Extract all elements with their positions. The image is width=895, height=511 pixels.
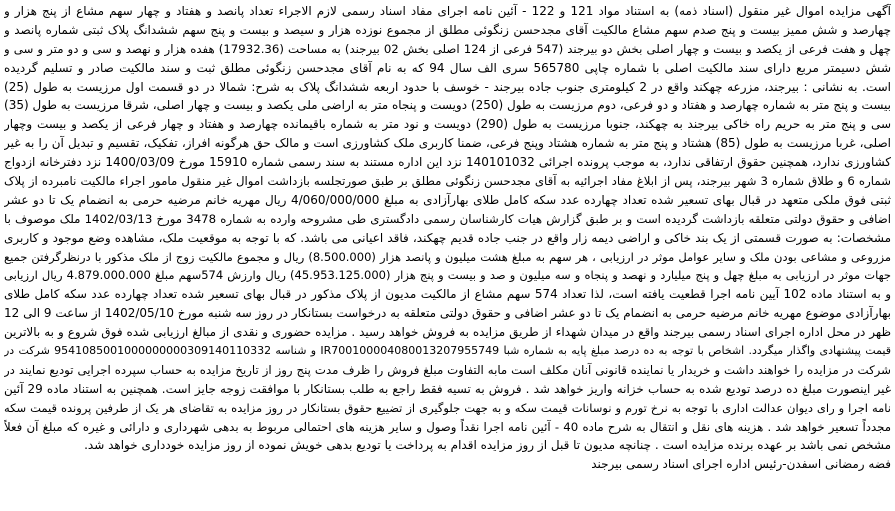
notice-line: شرکت در مزایده را خواهند داشت و خریدار یا نماینده قانونی آنان مکلف است مابه التفاوت مبلغ فروش را ظرف مدت پنج روز از تاریخ مزایده به حساب سپرده اجرایی تودیع نمایند در <box>4 362 891 377</box>
notice-line: و به استناد ماده 102 آیین نامه اجرا قطعیت یافته است، لذا تعداد 574 سهم مشاع از مالکیت مدیون از پلاک مذکور در قبال بهای تسعیر شده تعداد چهارده عدد سکه کامل طلای <box>4 287 891 302</box>
signature-line: فضه رمضانی اسفدن-رئیس اداره اجرای اسناد رسمی بیرجند <box>591 457 891 472</box>
notice-line: اصلی، غربا مرزیست به طول (85) هشتاد و پنج متر به شماره هشتاد وپنج فرعی، ضمنا کاربری ملک کشاورزی است و مالک حق هرگونه افراز، تفکیک، تقسیم و تبدیل آن را به غیر <box>4 136 891 151</box>
notice-line: شش دسیمتر مربع دارای سند مالکیت اصلی با شماره چاپی 565780 سری الف سال 94 که به نام آقای مجدحسن زنگوئی مطلق ثبت و سند مالکیت صادر و تسلیم گردیده <box>4 60 891 75</box>
auction-notice-text <box>4 2 891 508</box>
notice-line: قیمت پیشنهادی واگذار میگردد. اشخاص با توجه به ده درصد مبلغ پایه به شماره شبا IR700100004080013207955749 و شناسه 9541085001000000000309140110332 شرکت در <box>4 344 891 358</box>
notice-line: مزروعی و مشاعی بودن ملک و سایر عوامل موثر در ارزیابی ، هر سهم به مبلغ هشت میلیون و پانصد هزار (8.500.000) ریال و مجموع مالکیت زوج از ملک مذکور با درنظرگرفتن جمیع <box>4 249 891 264</box>
notice-line: سی و پنج متر به حریم راه خاکی بیرجند به چهکند، جنوبا مرزیست به طول (290) دویست و نود متر به شماره باقیمانده چهارصد و هفتاد و چهار فرعی از یکصد و بیست وچهار <box>4 117 891 132</box>
notice-line: بهارآزادی موضوع مهریه خانم مرضیه حرمی به انضمام یک تا دو عشر اضافی و حقوق دولتی متعلقه به درخواست بستانکار در روز سه شنبه مورخ 1402/05/10 از ساعت 9 الی 12 <box>4 306 891 321</box>
notice-line: بیست و پنج متر به شماره چهارصد و هفتاد و دو فرعی، دوم مرزیست به طول (250) دویست و پنجاه متر به اراضی ملی یکصد و بیست و چهار اصلی، شرقا مرزیست به طول (35) <box>4 98 891 113</box>
notice-line: چهل و هفت فرعی از یکصد و بیست و چهار اصلی بخش دو بیرجند (547 فرعی از 124 اصلی بخش 02 بیرجند) به مساحت (17932.36) هفده هزار و نهصد و سی و دو متر و سی و <box>4 41 891 56</box>
notice-line: کشاورزی ندارد، همچنین حقوق ارتفاقی ندارد، به موجب پرونده اجرائی 140101032 نزد این اداره مستند به سند رسمی شماره 15910 مورخ 1400/03/09 نزد دفترخانه ازدواج <box>4 155 891 170</box>
notice-line: اضافی و حقوق دولتی متعلقه بازداشت گردیده است و بر طبق گزارش هیات کارشناسان رسمی دادگستری طی مشروحه وارده به شماره 3478 مورخ 1402/03/13 ملک موصوف با <box>4 211 891 226</box>
notice-line: آگهی مزایده اموال غیر منقول (اسناد ذمه) به استناد مواد 121 و 122 - آئین نامه اجرای مفاد اسناد رسمی لازم الاجراء تعداد پانصد و هفتاد و چهار سهم مشاع از پنج هزار و <box>4 4 891 18</box>
notice-line: غیر اینصورت مبلغ ده درصد تودیع شده به حساب خزانه واریز خواهد شد . فروش به تسیه فقط راجع به طلب بستانکار با موافقت زوجه جایز است. همچنین به استناد ماده 29 آئین <box>4 381 891 396</box>
notice-line: مجدداً تسعیر خواهد شد . هزینه های نقل و انتقال به شرح ماده 40 - آئین نامه اجرا نقداً وصول و سایر هزینه های احتمالی مربوط به بدهی شهرداری و دارائی و غیره که مبلغ آن فعلاً <box>4 419 891 434</box>
notice-line: ظهر در محل اداره اجرای اسناد رسمی بیرجند واقع در میدان شهداء از طریق مزایده به فروش خواهد رسید . مزایده حضوری و نقدی از مبالغ ارزیابی شده فوق شروع و به بالاترین <box>4 325 891 340</box>
notice-line: است. به نشانی : بیرجند، مزرعه چهکند واقع در 2 کیلومتری جنوب جاده بیرجند - خوسف با حدود اربعه ششدانگ پلاک به شرح: شمالا در دو قسمت اول مرزیست به طول (25) <box>4 79 891 94</box>
notice-line: شماره 6 و طلاق شماره 3 شهر بیرجند، پس از ابلاغ مفاد اجرائیه به آقای مجدحسن زنگوئی مطلق بر طبق صورتجلسه بازداشت اموال غیر منقول مامور اجراء مالکیت نامبرده از پلاک <box>4 174 891 189</box>
notice-line: ثبتی فوق ملکی متعهد در قبال بهای تسعیر شده تعداد چهارده عدد سکه کامل طلای بهارآزادی به مبلغ 4/060/000/000 ریال مهریه خانم مرضیه حرمی به انضمام یک تا دو عشر <box>4 192 891 207</box>
notice-line: نامه اجرا و رای دیوان عدالت اداری با توجه به نرخ تورم و نوسانات قیمت سکه و به جهت جلوگیری از تضییع حقوق بستانکار در روز مزایده به تقاضای هر یک از طرفین پرونده قیمت سکه <box>4 400 891 415</box>
notice-line: جهات موثر در ارزیابی به مبلغ چهل و پنج میلیارد و نهصد و پنجاه و سه میلیون و صد و بیست و پنج هزار (45.953.125.000) ریال وارزش 574سهم مبلغ 4.879.000.000 ریال ارزیابی <box>4 268 891 283</box>
notice-line: چهارصد و شش ممیز بیست و پنج صدم سهم مشاع مالکیت آقای مجدحسن زنگوئی مطلق از مجموع نوزده هزار و سیصد و بیست و پنج سهم ششدانگ پلاک ثبتی شماره پانصد و <box>4 22 891 37</box>
notice-line: مشخص نمی باشد بر عهده برنده مزایده است . چنانچه مدیون تا قبل از روز مزایده اقدام به پرداخت یا تودیع بدهی خویش نموده از روز مزایده خودداری خواهد شد. <box>84 438 891 453</box>
notice-line: مشخصات: به صورت قسمتی از یک بند خاکی و اراضی دیمه زار واقع در جنب جاده قدیم چهکند، فاقد اعیانی می باشد. که با توجه به موقعیت ملک، مشاهده وضع موجود و کاربری <box>4 230 891 245</box>
